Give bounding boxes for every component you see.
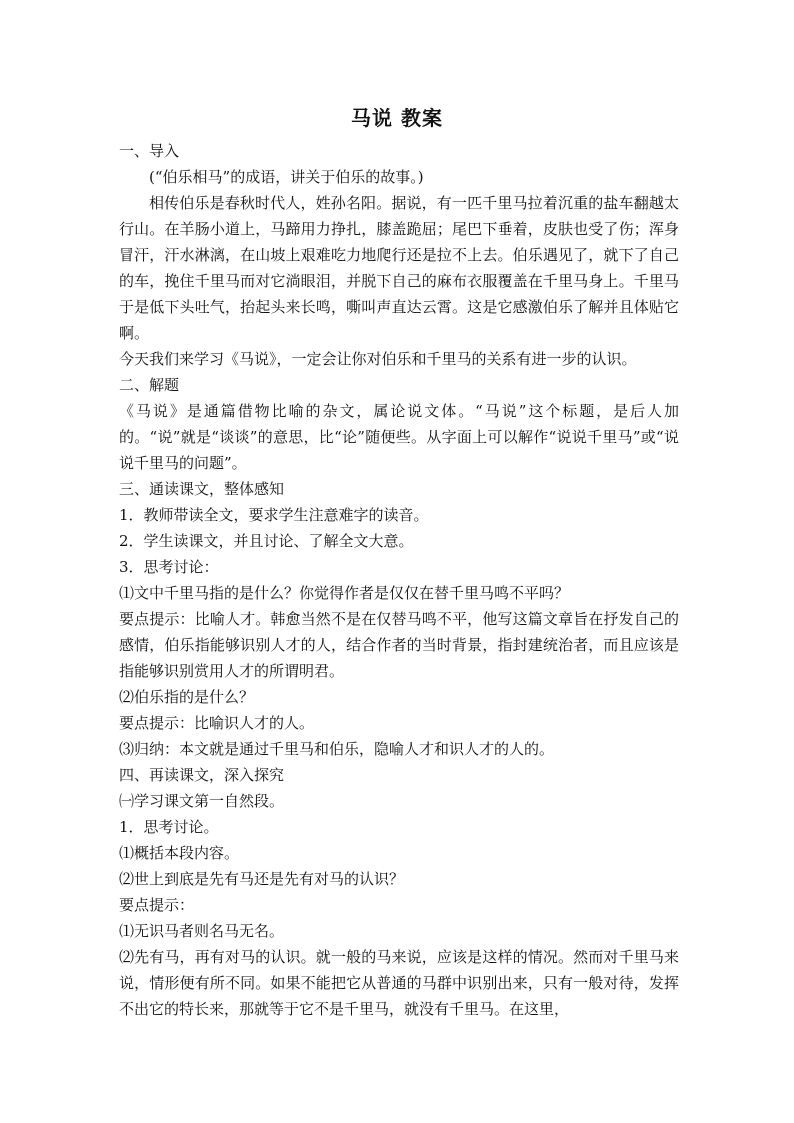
question: ⑴文中千里马指的是什么？你觉得作者是仅仅在替千里马鸣不平吗？	[119, 584, 570, 602]
section-heading: 三、通读课文，整体感知	[119, 480, 285, 498]
answer-item: ⑵先有马，再有对马的认识。就一般的马来说，应该是这样的情况。然而对千里马来说，情形便有所不同。如果不能把它从普通的马群中识别出来，只有一般对待，发挥不出它的特长来，那就等于它不是千里马，就没有千里马。在这里，	[119, 948, 679, 1018]
paragraph: (“伯乐相马”的成语，讲关于伯乐的故事。)	[149, 168, 424, 186]
document-body	[119, 138, 679, 1022]
section-heading: 二、解题	[119, 376, 180, 394]
question: ⑵世上到底是先有马还是先有对马的认识？	[119, 870, 405, 888]
section-heading: 四、再读课文，深入探究	[119, 766, 285, 784]
paragraph: 相传伯乐是春秋时代人，姓孙名阳。据说，有一匹千里马拉着沉重的盐车翻越太行山。在羊肠小道上，马蹄用力挣扎，膝盖跪屈；尾巴下垂着，皮肤也受了伤；浑身冒汗，汗水淋漓，在山坡上艰难吃力地爬行还是拉不上去。伯乐遇见了，就下了自己的车，挽住千里马而对它淌眼泪，并脱下自己的麻布衣服覆盖在千里马身上。千里马于是低下头吐气，抬起头来长鸣，嘶叫声直达云霄。这是它感激伯乐了解并且体贴它啊。	[119, 194, 679, 342]
answer-hint-label: 要点提示：	[119, 896, 195, 914]
section-heading: 一、导入	[119, 142, 180, 160]
answer-hint: 要点提示：比喻识人才的人。	[119, 714, 315, 732]
paragraph: 今天我们来学习《马说》，一定会让你对伯乐和千里马的关系有进一步的认识。	[119, 350, 637, 368]
question: ⑴概括本段内容。	[119, 844, 240, 862]
document-title: 马说 教案	[351, 106, 443, 130]
list-item: 1．思考讨论。	[119, 818, 219, 836]
question: ⑵伯乐指的是什么？	[119, 688, 255, 706]
answer-hint: 要点提示：比喻人才。韩愈当然不是在仅替马鸣不平，他写这篇文章旨在抒发自己的感情，伯乐指能够识别人才的人，结合作者的当时背景，指封建统治者，而且应该是指能够识别赏用人才的所谓明君。	[119, 610, 679, 680]
list-item: 3．思考讨论：	[119, 558, 219, 576]
list-item: 1．教师带读全文，要求学生注意难字的读音。	[119, 506, 429, 524]
paragraph: 《马说》是通篇借物比喻的杂文，属论说文体。“马说”这个标题，是后人加的。“说”就是“谈谈”的意思，比“论”随便些。从字面上可以解作“说说千里马”或“说说千里马的问题”。	[119, 402, 679, 472]
summary: ⑶归纳：本文就是通过千里马和伯乐，隐喻人才和识人才的人的。	[119, 740, 555, 758]
list-item: 2．学生读课文，并且讨论、了解全文大意。	[119, 532, 414, 550]
answer-item: ⑴无识马者则名马无名。	[119, 922, 285, 940]
subsection-heading: ㈠学习课文第一自然段。	[119, 792, 285, 810]
